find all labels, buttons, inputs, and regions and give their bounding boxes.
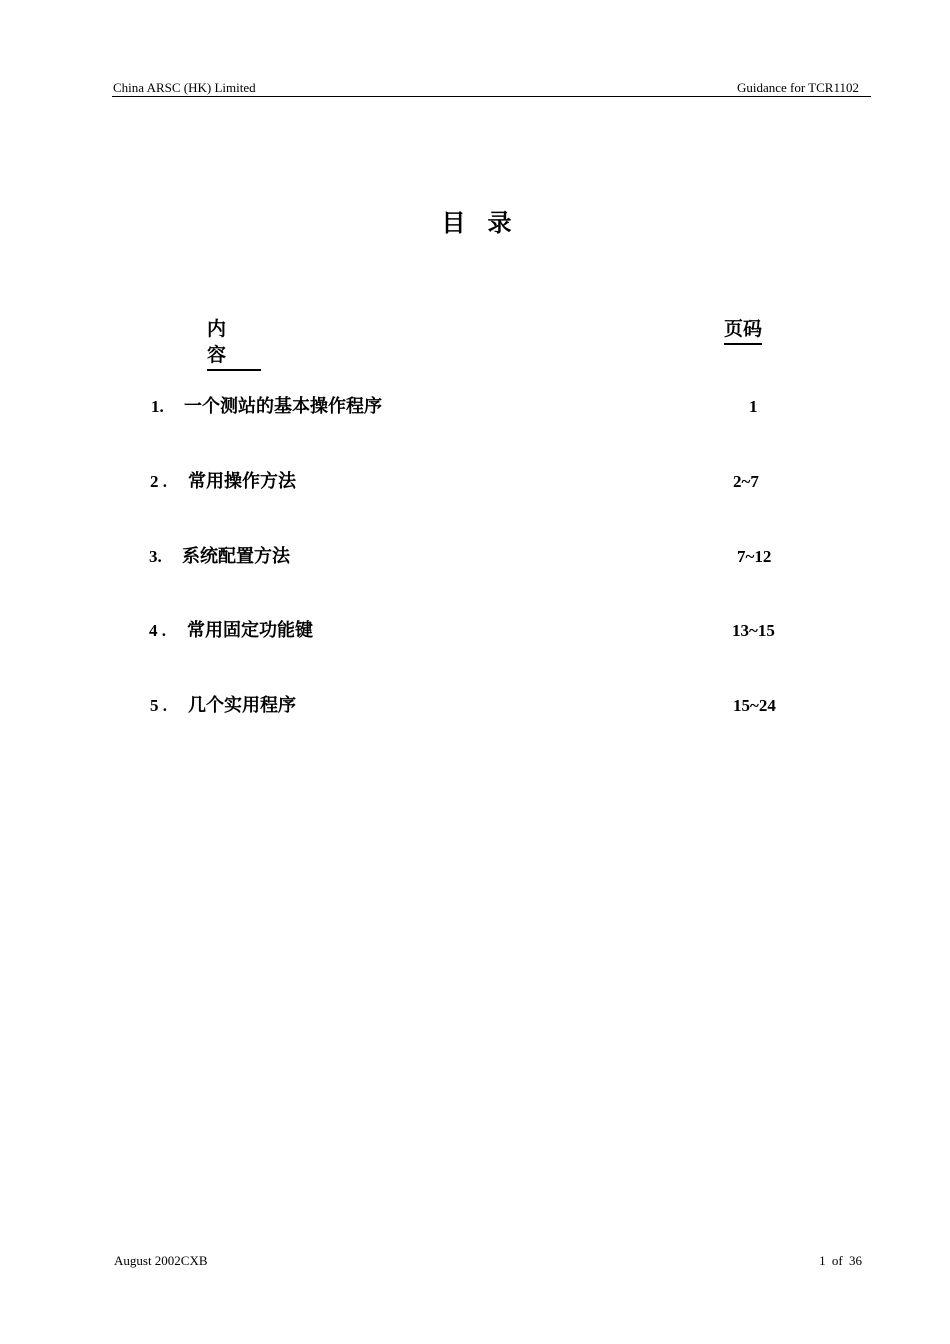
column-heading-content — [207, 316, 261, 371]
toc-entry[interactable] — [0, 468, 950, 496]
toc-entry-number: 2 . — [150, 472, 167, 491]
toc-entry-number: 3. — [149, 547, 162, 566]
header-company: China ARSC (HK) Limited — [113, 80, 256, 95]
toc-entry-title: 常用操作方法 — [188, 471, 296, 492]
toc-entry-title: 一个测站的基本操作程序 — [184, 396, 382, 417]
toc-entry[interactable] — [0, 692, 950, 720]
page-footer — [114, 1252, 862, 1270]
toc-title: 目录 — [441, 209, 534, 237]
column-heading-page: 页码 — [724, 316, 762, 345]
toc-entry-pages: 7~12 — [737, 547, 772, 566]
toc-entry-pages: 1 — [749, 397, 758, 416]
footer-date: August 2002CXB — [114, 1253, 208, 1268]
toc-entry-pages: 2~7 — [733, 472, 759, 491]
toc-entry-title: 系统配置方法 — [182, 546, 290, 567]
toc-entry-number: 1. — [151, 397, 164, 416]
toc-entry-pages: 13~15 — [732, 621, 775, 640]
toc-entry-pages: 15~24 — [733, 696, 776, 715]
toc-entry-number: 4 . — [149, 621, 166, 640]
toc-entry[interactable] — [0, 543, 950, 571]
toc-entry[interactable] — [0, 617, 950, 645]
toc-entry-number: 5 . — [150, 696, 167, 715]
toc-entry-title: 常用固定功能键 — [187, 620, 313, 641]
column-heading-content-label: 内容 — [207, 318, 243, 366]
footer-page-number: 1 of 36 — [819, 1253, 862, 1268]
toc-entry-title: 几个实用程序 — [188, 695, 296, 716]
page-header — [112, 80, 871, 97]
toc-entry[interactable] — [0, 393, 950, 421]
header-document-title: Guidance for TCR1102 — [736, 80, 859, 95]
